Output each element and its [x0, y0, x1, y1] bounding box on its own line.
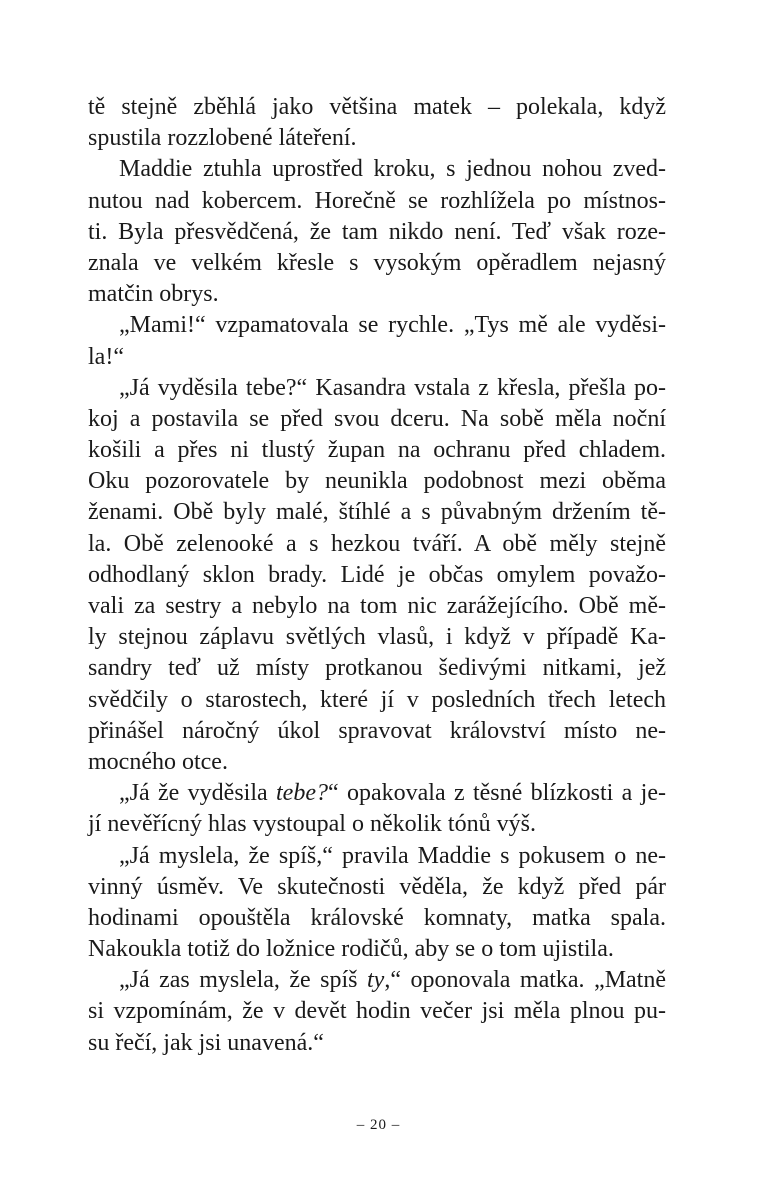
text-line: koj a postavila se před svou dceru. Na sobě měla noční [88, 405, 666, 432]
text-line: la!“ [88, 343, 124, 370]
text-line: „Mami!“ vzpamatovala se rychle. „Tys mě ale vyděsi- [119, 312, 666, 339]
text-line: spustila rozzlobené láteření. [88, 125, 357, 152]
book-page-text [88, 92, 666, 1059]
paragraph [88, 373, 666, 778]
text-run: „Já že vyděsila [119, 780, 276, 807]
text-line: „Já myslela, že spíš,“ pravila Maddie s pokusem o ne- [119, 842, 666, 869]
text-line [88, 778, 666, 809]
text-line: znala ve velkém křesle s vysokým opěradlem nejasný [88, 249, 666, 276]
text-line: matčin obrys. [88, 281, 219, 308]
text-line: si vzpomínám, že v devět hodin večer jsi měla plnou pu- [88, 998, 666, 1025]
text-line: ly stejnou záplavu světlých vlasů, i když v případě Ka- [88, 624, 666, 651]
text-line: košili a přes ni tlustý župan na ochranu před chladem. [88, 437, 666, 464]
text-line: nutou nad kobercem. Horečně se rozhlížela po místnos- [88, 187, 666, 214]
text-run: ,“ oponovala matka. „Matně [384, 967, 666, 994]
text-line: přinášel náročný úkol spravovat království místo ne- [88, 717, 666, 744]
text-line: Maddie ztuhla uprostřed kroku, s jednou nohou zved- [119, 156, 666, 183]
emphasis: tebe? [276, 780, 328, 807]
text-line: vinný úsměv. Ve skutečnosti věděla, že když před pár [88, 873, 666, 900]
text-line: ženami. Obě byly malé, štíhlé a s půvabným držením tě- [88, 499, 666, 526]
paragraph [88, 778, 666, 840]
emphasis: ty [367, 967, 385, 994]
paragraph [88, 841, 666, 966]
text-line: svědčily o starostech, které jí v posledních třech letech [88, 686, 666, 713]
text-line [88, 965, 666, 996]
paragraph [88, 92, 666, 154]
text-line: mocného otce. [88, 748, 228, 775]
text-line: Nakoukla totiž do ložnice rodičů, aby se o tom ujistila. [88, 936, 614, 963]
text-line: vali za sestry a nebylo na tom nic zarážejícího. Obě mě- [88, 593, 666, 619]
text-line: Oku pozorovatele by neunikla podobnost mezi oběma [88, 468, 666, 495]
text-line: sandry teď už místy protkanou šedivými nitkami, jež [88, 655, 666, 682]
text-line: tě stejně zběhlá jako většina matek – polekala, když [88, 94, 666, 120]
paragraph [88, 154, 666, 310]
paragraph [88, 310, 666, 372]
text-run: „Já zas myslela, že spíš [119, 967, 367, 994]
text-line: „Já vyděsila tebe?“ Kasandra vstala z křesla, přešla po- [119, 374, 666, 401]
text-line: su řečí, jak jsi unavená.“ [88, 1029, 324, 1056]
text-line: odhodlaný sklon brady. Lidé je občas omylem považo- [88, 561, 666, 588]
page-number: – 20 – [356, 1117, 401, 1133]
text-line: jí nevěřícný hlas vystoupal o několik tónů výš. [88, 811, 536, 838]
paragraph [88, 965, 666, 1059]
text-line: ti. Byla přesvědčená, že tam nikdo není. Teď však roze- [88, 218, 666, 245]
text-run: “ opakovala z těsné blízkosti a je- [327, 780, 666, 807]
text-line: hodinami opouštěla královské komnaty, matka spala. [88, 904, 666, 931]
text-line: la. Obě zelenooké a s hezkou tváří. A obě měly stejně [88, 530, 666, 557]
